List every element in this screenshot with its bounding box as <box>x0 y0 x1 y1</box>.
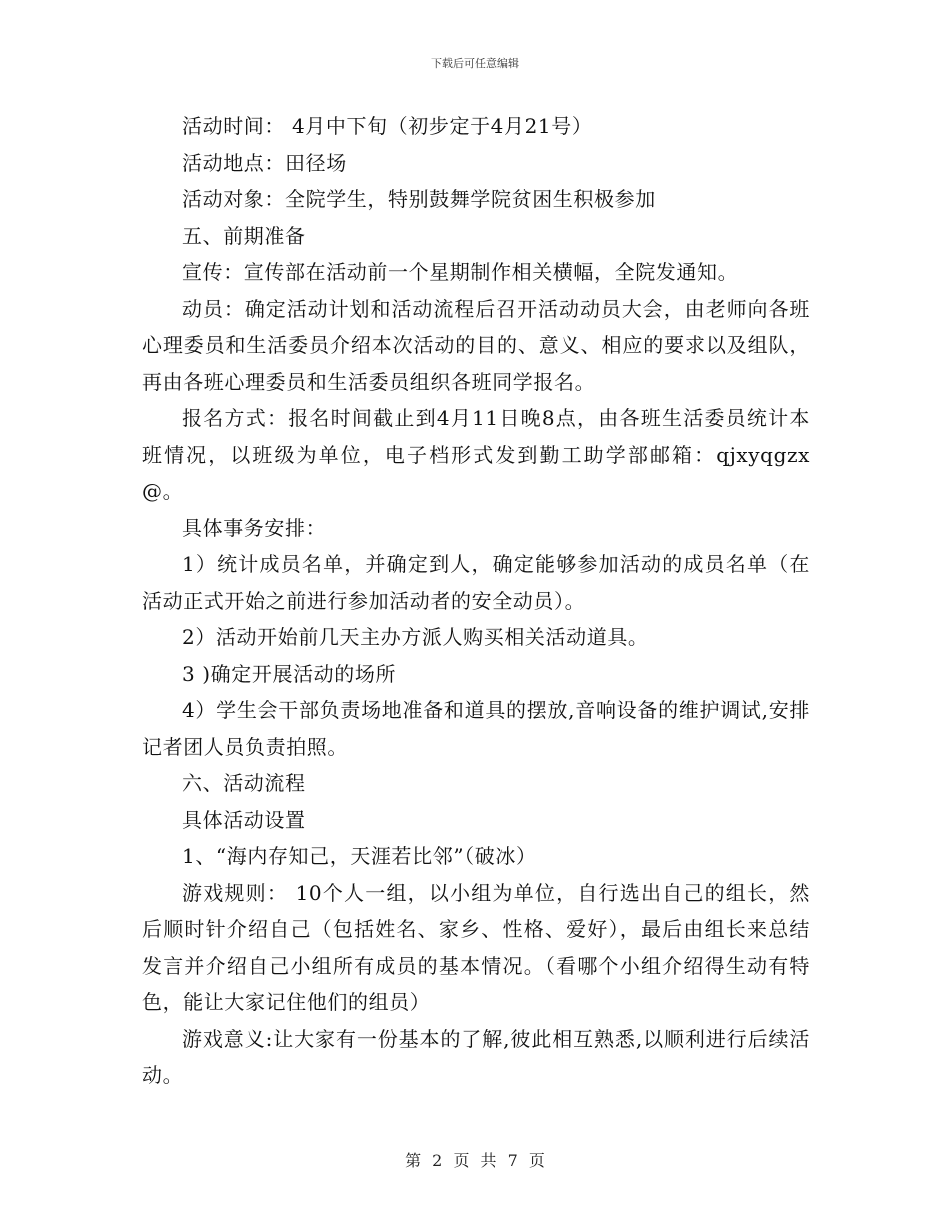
paragraph-registration: 报名方式：报名时间截止到4月11日晚8点，由各班生活委员统计本班情况，以班级为单位，电子档形式发到勤工助学部邮箱：qjxyqgzx@。 <box>142 406 810 503</box>
list-item-3: 3 )确定开展活动的场所 <box>182 661 397 686</box>
section-heading-process: 六、活动流程 <box>182 771 306 795</box>
paragraph-activity-location: 活动地点：田径场 <box>182 150 347 175</box>
paragraph-arrangements-heading: 具体事务安排： <box>182 515 327 540</box>
paragraph-activity-settings: 具体活动设置 <box>182 807 306 832</box>
list-item-1: 1）统计成员名单，并确定到人，确定能够参加活动的成员名单（在活动正式开始之前进行参加活动者的安全动员）。 <box>142 552 810 613</box>
paragraph-publicity: 宣传：宣传部在活动前一个星期制作相关横幅，全院发通知。 <box>182 260 739 284</box>
list-item-2: 2）活动开始前几天主办方派人购买相关活动道具。 <box>182 625 649 649</box>
document-body <box>142 108 810 1094</box>
paragraph-game-meaning: 游戏意义:让大家有一份基本的了解,彼此相互熟悉,以顺利进行后续活动。 <box>142 1026 810 1087</box>
paragraph-activity-target: 活动对象：全院学生，特别鼓舞学院贫困生积极参加 <box>182 187 656 211</box>
header-note: 下载后可任意编辑 <box>431 57 519 70</box>
list-item-4: 4）学生会干部负责场地准备和道具的摆放,音响设备的维护调试,安排记者团人员负责拍照。 <box>142 698 810 759</box>
paragraph-game-rules: 游戏规则： 10个人一组，以小组为单位，自行选出自己的组长，然后顺时针介绍自己（包括姓名、家乡、性格、爱好），最后由组长来总结发言并介绍自己小组所有成员的基本情况。（看哪个小组介绍得生动有特色，能让大家记住他们的组员） <box>142 880 810 1014</box>
paragraph-mobilization: 动员：确定活动计划和活动流程后召开活动动员大会，由老师向各班心理委员和生活委员介绍本次活动的目的、意义、相应的要求以及组队，再由各班心理委员和生活委员组织各班同学报名。 <box>142 296 810 394</box>
section-heading-preparation: 五、前期准备 <box>182 223 306 248</box>
paragraph-icebreaker-title: 1、“海内存知己，天涯若比邻”（破冰） <box>182 844 537 868</box>
paragraph-activity-time: 活动时间： 4月中下旬（初步定于4月21号） <box>182 114 593 138</box>
page-number-footer: 第 2 页 共 7 页 <box>405 1151 545 1170</box>
